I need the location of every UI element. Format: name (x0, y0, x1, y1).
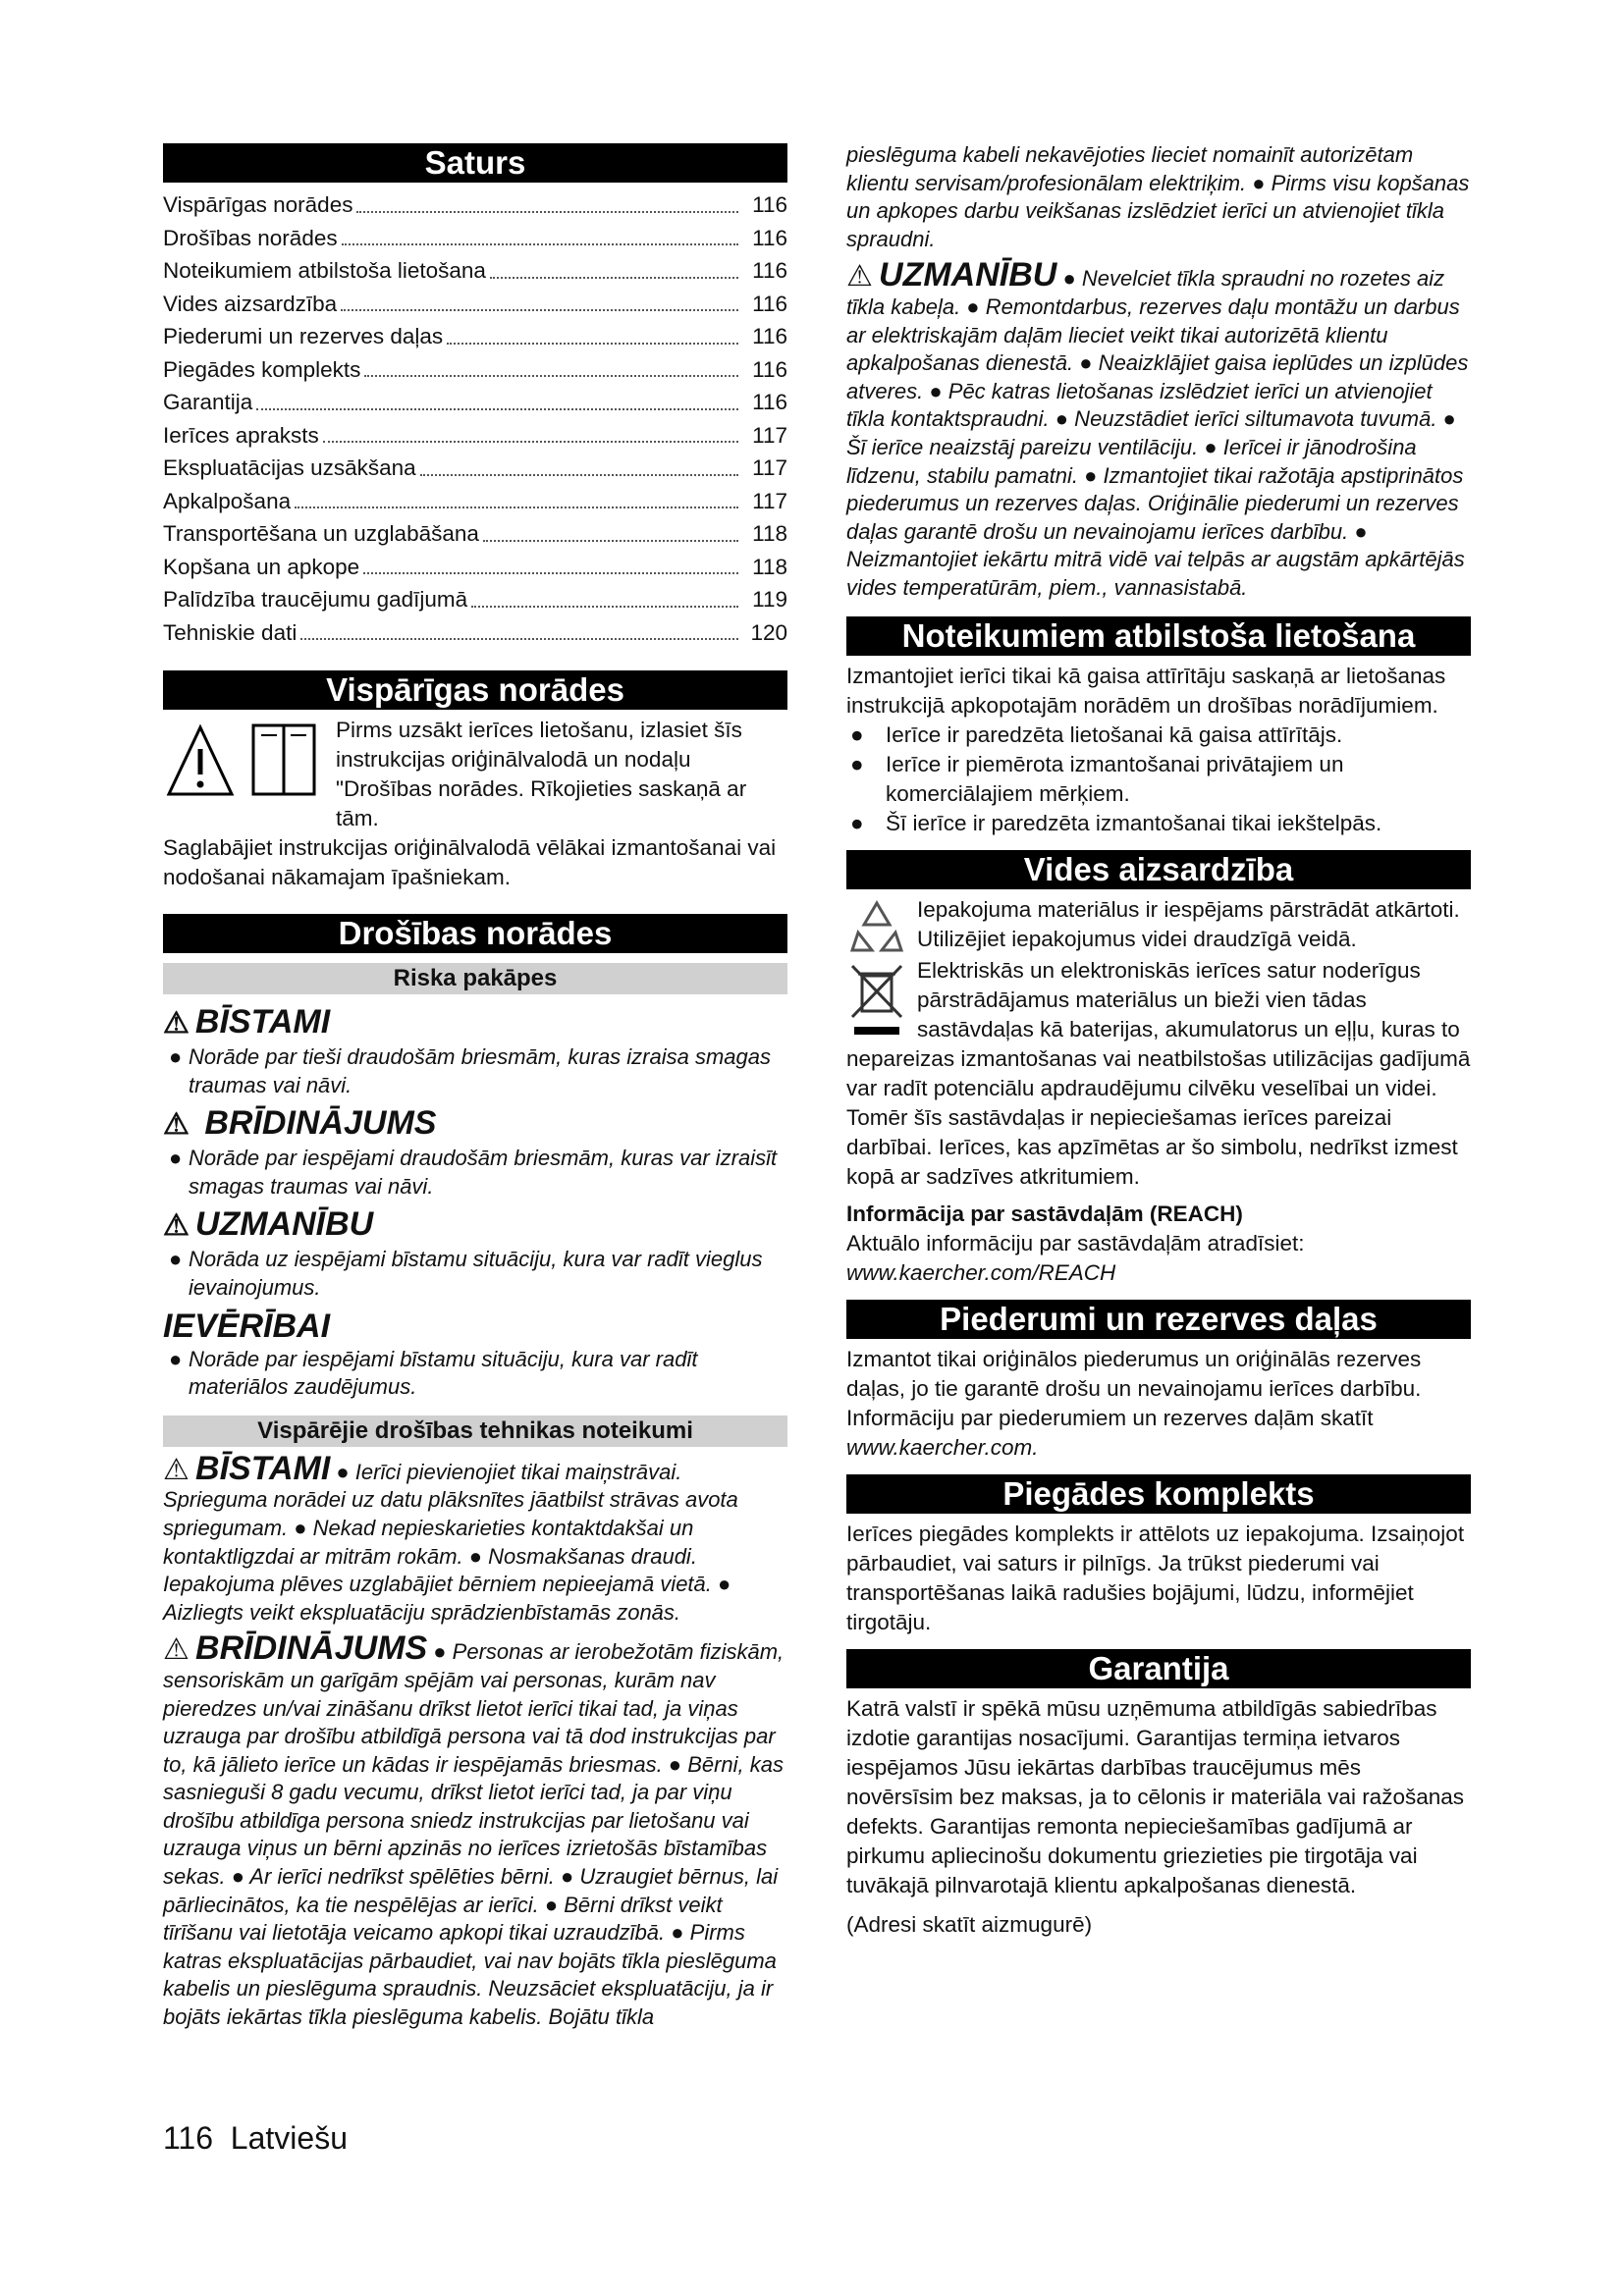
delivery-title: Piegādes komplekts (846, 1474, 1471, 1514)
toc-entry[interactable] (163, 419, 787, 453)
general-safety-title: Vispārējie drošības tehnikas noteikumi (163, 1415, 787, 1447)
toc-entry-page: 119 (752, 587, 787, 612)
general-intro-text: Pirms uzsākt ierīces lietošanu, izlasiet šīs instrukcijas oriģinālvalodā un nodaļu "Drošības norādes. Rīkojieties saskaņā ar tām. (336, 718, 747, 830)
toc-entry-label: Palīdzība traucējumu gadījumā (163, 587, 468, 612)
toc-leader-dots (447, 320, 738, 345)
level-warning-label: ⚠ BRĪDINĀJUMS (163, 1104, 437, 1143)
level-notice-label: IEVĒRĪBAI (163, 1307, 331, 1345)
toc-entry-page: 116 (752, 225, 787, 250)
toc-entry-label: Transportēšana un uzglabāšana (163, 521, 479, 546)
toc-entry-page: 116 (752, 291, 787, 316)
toc-entry[interactable] (163, 386, 787, 419)
toc-entry[interactable] (163, 551, 787, 584)
list-item: ● Šī ierīce ir paredzēta izmantošanai tikai iekštelpās. (850, 810, 1382, 835)
toc-entry-page: 118 (752, 521, 787, 546)
intended-use-title: Noteikumiem atbilstoša lietošana (846, 616, 1471, 656)
intended-use-text: Izmantojiet ierīci tikai kā gaisa attīrītāju saskaņā ar lietošanas instrukcijā apkopotajām norādēm un drošības norādījumiem. (846, 663, 1446, 718)
list-item: ● Ierīce ir paredzēta lietošanai kā gaisa attīrītājs. (850, 721, 1343, 747)
accessories-link[interactable]: www.kaercher.com. (846, 1434, 1039, 1460)
toc-leader-dots (323, 419, 738, 444)
toc-entry-label: Garantija (163, 390, 253, 414)
general-intro (163, 716, 787, 833)
toc-leader-dots (490, 254, 738, 279)
toc-entry[interactable] (163, 583, 787, 616)
toc-entry[interactable] (163, 288, 787, 321)
risk-levels-title: Riska pakāpes (163, 963, 787, 994)
toc-entry-label: Vides aizsardzība (163, 291, 338, 316)
toc-entry-label: Kopšana un apkope (163, 554, 360, 579)
toc-entry[interactable] (163, 485, 787, 518)
warning-triangle-icon: ⚠ (163, 1007, 189, 1040)
reach-text: Aktuālo informāciju par sastāvdaļām atradīsiet: (846, 1230, 1305, 1255)
toc-entry-page: 118 (752, 554, 787, 579)
toc-title: Saturs (163, 143, 787, 183)
toc-entry-page: 116 (752, 192, 787, 217)
toc-entry[interactable] (163, 320, 787, 353)
warranty-title: Garantija (846, 1649, 1471, 1688)
warning-continued: pieslēguma kabeli nekavējoties lieciet nomainīt autorizētam klientu servisam/profesionālam elektriķim. ● Pirms visu kopšanas un apkopes darbu veikšanas izslēdziet ierīci un atvienojiet tīkla spraudni. (846, 142, 1470, 251)
recycle-row (846, 895, 1471, 956)
warning-triangle-icon: ⚠ (163, 1633, 189, 1667)
page-footer (163, 2120, 348, 2157)
crossed-bin-icon (846, 958, 907, 1039)
toc-entry-label: Piegādes komplekts (163, 356, 361, 382)
weee-text: Elektriskās un elektroniskās ierīces satur noderīgus pārstrādājamus materiālus un bieži vien tādas sastāvdaļas kā baterijas, akumulatorus un eļļu, kuras to nepareizas izmantošanas vai neatbilstošas utilizācijas gadījumā var radīt potenciālu apdraudējumu cilvēku veselībai un videi. Tomēr šīs sastāvdaļas ir nepieciešamas ierīces pareizai darbībai. Ierīces, kas apzīmētas ar šo simbolu, nedrīkst izmest kopā ar sadzīves atkritumiem. (846, 957, 1471, 1189)
warning-manual-icon (163, 716, 322, 810)
toc-entry-page: 117 (752, 488, 787, 513)
toc-entry-label: Noteikumiem atbilstoša lietošana (163, 258, 486, 283)
warranty-text: Katrā valstī ir spēkā mūsu uzņēmuma atbildīgās sabiedrības izdotie garantijas nosacījumi. Garantijas termiņa ietvaros iespējamos Jūsu iekārtas darbības traucējumus mēs novērsīsim bez maksas, ja to cēlonis ir materiāla vai ražošanas defekts. Garantijas remonta nepieciešamības gadījumā ar pirkumu apliecinošu dokumentu griezieties pie tirgotāja vai tuvākajā pilnvarotajā klientu apkalpošanas dienestā. (846, 1695, 1465, 1897)
toc-entry[interactable] (163, 188, 787, 222)
intended-use-list (846, 721, 1471, 838)
toc-entry-label: Vispārīgas norādes (163, 192, 353, 217)
toc-leader-dots (256, 386, 738, 410)
caution-paragraph: ⚠ UZMANĪBU ● Nevelciet tīkla spraudni no rozetes aiz tīkla kabeļa. ● Remontdarbus, rezerves daļu montāžu un darbus ar elektriskajām daļām lieciet veikt tikai autorizētā klientu apkalpošanas dienestā. ● Neaizklājiet gaisa ieplūdes un izplūdes atveres. ● Pēc katras lietošanas izslēdziet ierīci un atvienojiet tīkla kontaktspraudni. ● Neuzstādiet ierīci siltumavota tuvumā. ● Šī ierīce neaizstāj pareizu ventilāciju. ● Ierīcei ir jānodrošina līdzenu, stabilu pamatni. ● Izmantojiet tikai ražotāja apstiprinātos piederumus un rezerves daļas. Oriģinālie piederumi un rezerves daļas garantē drošu un nevainojamu ierīces darbību. ● Neizmantojiet iekārtu mitrā vidē vai telpās ar augstām apkārtējās vides temperatūrām, piem., vannasistabā. (846, 256, 1469, 600)
toc-entry[interactable] (163, 353, 787, 387)
toc-leader-dots (356, 188, 738, 213)
warning-paragraph: ⚠ BRĪDINĀJUMS ● Personas ar ierobežotām fiziskām, sensoriskām un garīgām spējām vai personas, kurām nav pieredzes un/vai zināšanu drīkst lietot ierīci tikai tad, ja viņas uzrauga par drošību atbildīgā persona vai tā dod instrukcijas par to, kā jālieto ierīce un kādas ir iespējamās briesmas. ● Bērni, kas sasnieguši 8 gadu vecumu, drīkst lietot ierīci tad, ja par viņu drošību atbildīga persona sniedz instrukcijas par lietošanu vai uzrauga viņus un bērni apzinās no ierīces izrietošās bīstamības sekas. ● Ar ierīci nedrīkst spēlēties bērni. ● Uzraugiet bērnus, lai pārliecinātos, ka tie nespēlējas ar ierīci. ● Bērni drīkst veikt tīrīšanu vai lietotāja veicamo apkopi tikai uzraudzībā. ● Pirms katras ekspluatācijas pārbaudiet, vai nav bojāts tīkla pieslēguma kabelis un pieslēguma spraudnis. Neuzsāciet ekspluatāciju, ja ir bojāts iekārtas tīkla pieslēguma kabelis. Bojātu tīkla (163, 1629, 785, 2030)
reach-link[interactable]: www.kaercher.com/REACH (846, 1259, 1116, 1285)
level-danger-desc: ● Norāde par tieši draudošām briesmām, kuras izraisa smagas traumas vai nāvi. (169, 1044, 772, 1097)
left-column (163, 143, 787, 2032)
list-item: ● Ierīce ir piemērota izmantošanai privātajiem un komerciālajiem mērķiem. (850, 751, 1344, 806)
delivery-text: Ierīces piegādes komplekts ir attēlots uz iepakojuma. Izsaiņojot pārbaudiet, vai saturs ir pilnīgs. Ja trūkst piederumi vai transportēšanas laikā radušies bojājumi, lūdzu, informējiet tirgotāju. (846, 1521, 1465, 1634)
toc-entry-page: 116 (752, 390, 787, 414)
toc-leader-dots (295, 485, 738, 509)
toc-entry[interactable] (163, 517, 787, 551)
toc-entry[interactable] (163, 452, 787, 485)
toc-leader-dots (300, 616, 738, 641)
level-danger-label: ⚠ BĪSTAMI (163, 1003, 331, 1041)
toc-entry-label: Ekspluatācijas uzsākšana (163, 455, 416, 480)
toc-leader-dots (364, 353, 738, 378)
toc-entry[interactable] (163, 616, 787, 650)
danger-paragraph: ⚠ BĪSTAMI ● Ierīci pievienojiet tikai maiņstrāvai. Sprieguma norādei uz datu plāksnītes jāatbilst strāvas avota spriegumam. ● Nekad nepieskarieties kontaktdakšai un kontaktligzdai ar mitrām rokām. ● Nosmakšanas draudi. Iepakojuma plēves uzglabājiet bērniem nepieejamā vietā. ● Aizliegts veikt ekspluatāciju sprādzienbīstamās zonās. (163, 1449, 738, 1625)
toc-entry-page: 117 (752, 422, 787, 448)
reach-title: Informācija par sastāvdaļām (REACH) (846, 1201, 1243, 1226)
warranty-note: (Adresi skatīt aizmugurē) (846, 1911, 1093, 1937)
toc-entry-page: 116 (752, 324, 787, 348)
page-number: 116 (163, 2120, 214, 2156)
warning-triangle-icon: ⚠ (163, 1108, 189, 1142)
warning-triangle-icon: ⚠ (163, 1209, 189, 1243)
toc-entry-label: Ierīces apraksts (163, 422, 319, 448)
table-of-contents (163, 188, 787, 649)
toc-leader-dots (363, 551, 738, 575)
environment-title: Vides aizsardzība (846, 850, 1471, 889)
toc-entry-page: 116 (752, 258, 787, 283)
weee-block (846, 956, 1471, 1192)
toc-entry-label: Apkalpošana (163, 488, 292, 513)
toc-entry-label: Piederumi un rezerves daļas (163, 324, 444, 348)
level-warning-desc: ● Norāde par iespējami draudošām briesmām, kuras var izraisīt smagas traumas vai nāvi. (169, 1146, 778, 1199)
toc-entry-page: 120 (750, 619, 787, 645)
warning-triangle-icon: ⚠ (846, 260, 873, 294)
recycle-text: Iepakojuma materiālus ir iespējams pārstrādāt atkārtoti. Utilizējiet iepakojumus videi draudzīgā veidā. (917, 896, 1460, 951)
toc-entry[interactable] (163, 222, 787, 255)
toc-leader-dots (341, 288, 738, 312)
right-column (846, 141, 1471, 1940)
safety-title: Drošības norādes (163, 914, 787, 953)
toc-leader-dots (342, 222, 738, 246)
footer-language: Latviešu (230, 2120, 348, 2156)
toc-entry-page: 117 (752, 455, 787, 480)
warning-triangle-icon: ⚠ (163, 1453, 189, 1486)
recycle-icon (846, 895, 907, 956)
accessories-text: Izmantot tikai oriģinālos piederumus un oriģinālās rezerves daļas, jo tie garantē drošu un nevainojamu ierīces darbību. (846, 1346, 1422, 1401)
level-caution-label: ⚠ UZMANĪBU (163, 1205, 374, 1244)
toc-entry-page: 116 (752, 356, 787, 382)
toc-leader-dots (420, 452, 738, 476)
toc-entry-label: Tehniskie dati (163, 619, 298, 645)
accessories-text-2: Informāciju par piederumiem un rezerves daļām skatīt (846, 1405, 1374, 1430)
toc-entry[interactable] (163, 254, 787, 288)
accessories-title: Piederumi un rezerves daļas (846, 1300, 1471, 1339)
toc-leader-dots (471, 583, 738, 608)
level-caution-desc: ● Norāda uz iespējami bīstamu situāciju, kura var radīt vieglus ievainojumus. (169, 1247, 763, 1300)
general-title: Vispārīgas norādes (163, 670, 787, 710)
general-text: Saglabājiet instrukcijas oriģinālvalodā vēlākai izmantošanai vai nodošanai nākamajam īpašniekam. (163, 835, 777, 889)
level-notice-desc: ● Norāde par iespējami bīstamu situāciju, kura var radīt materiālos zaudējumus. (169, 1346, 698, 1400)
toc-entry-label: Drošības norādes (163, 225, 338, 250)
toc-leader-dots (483, 517, 738, 542)
